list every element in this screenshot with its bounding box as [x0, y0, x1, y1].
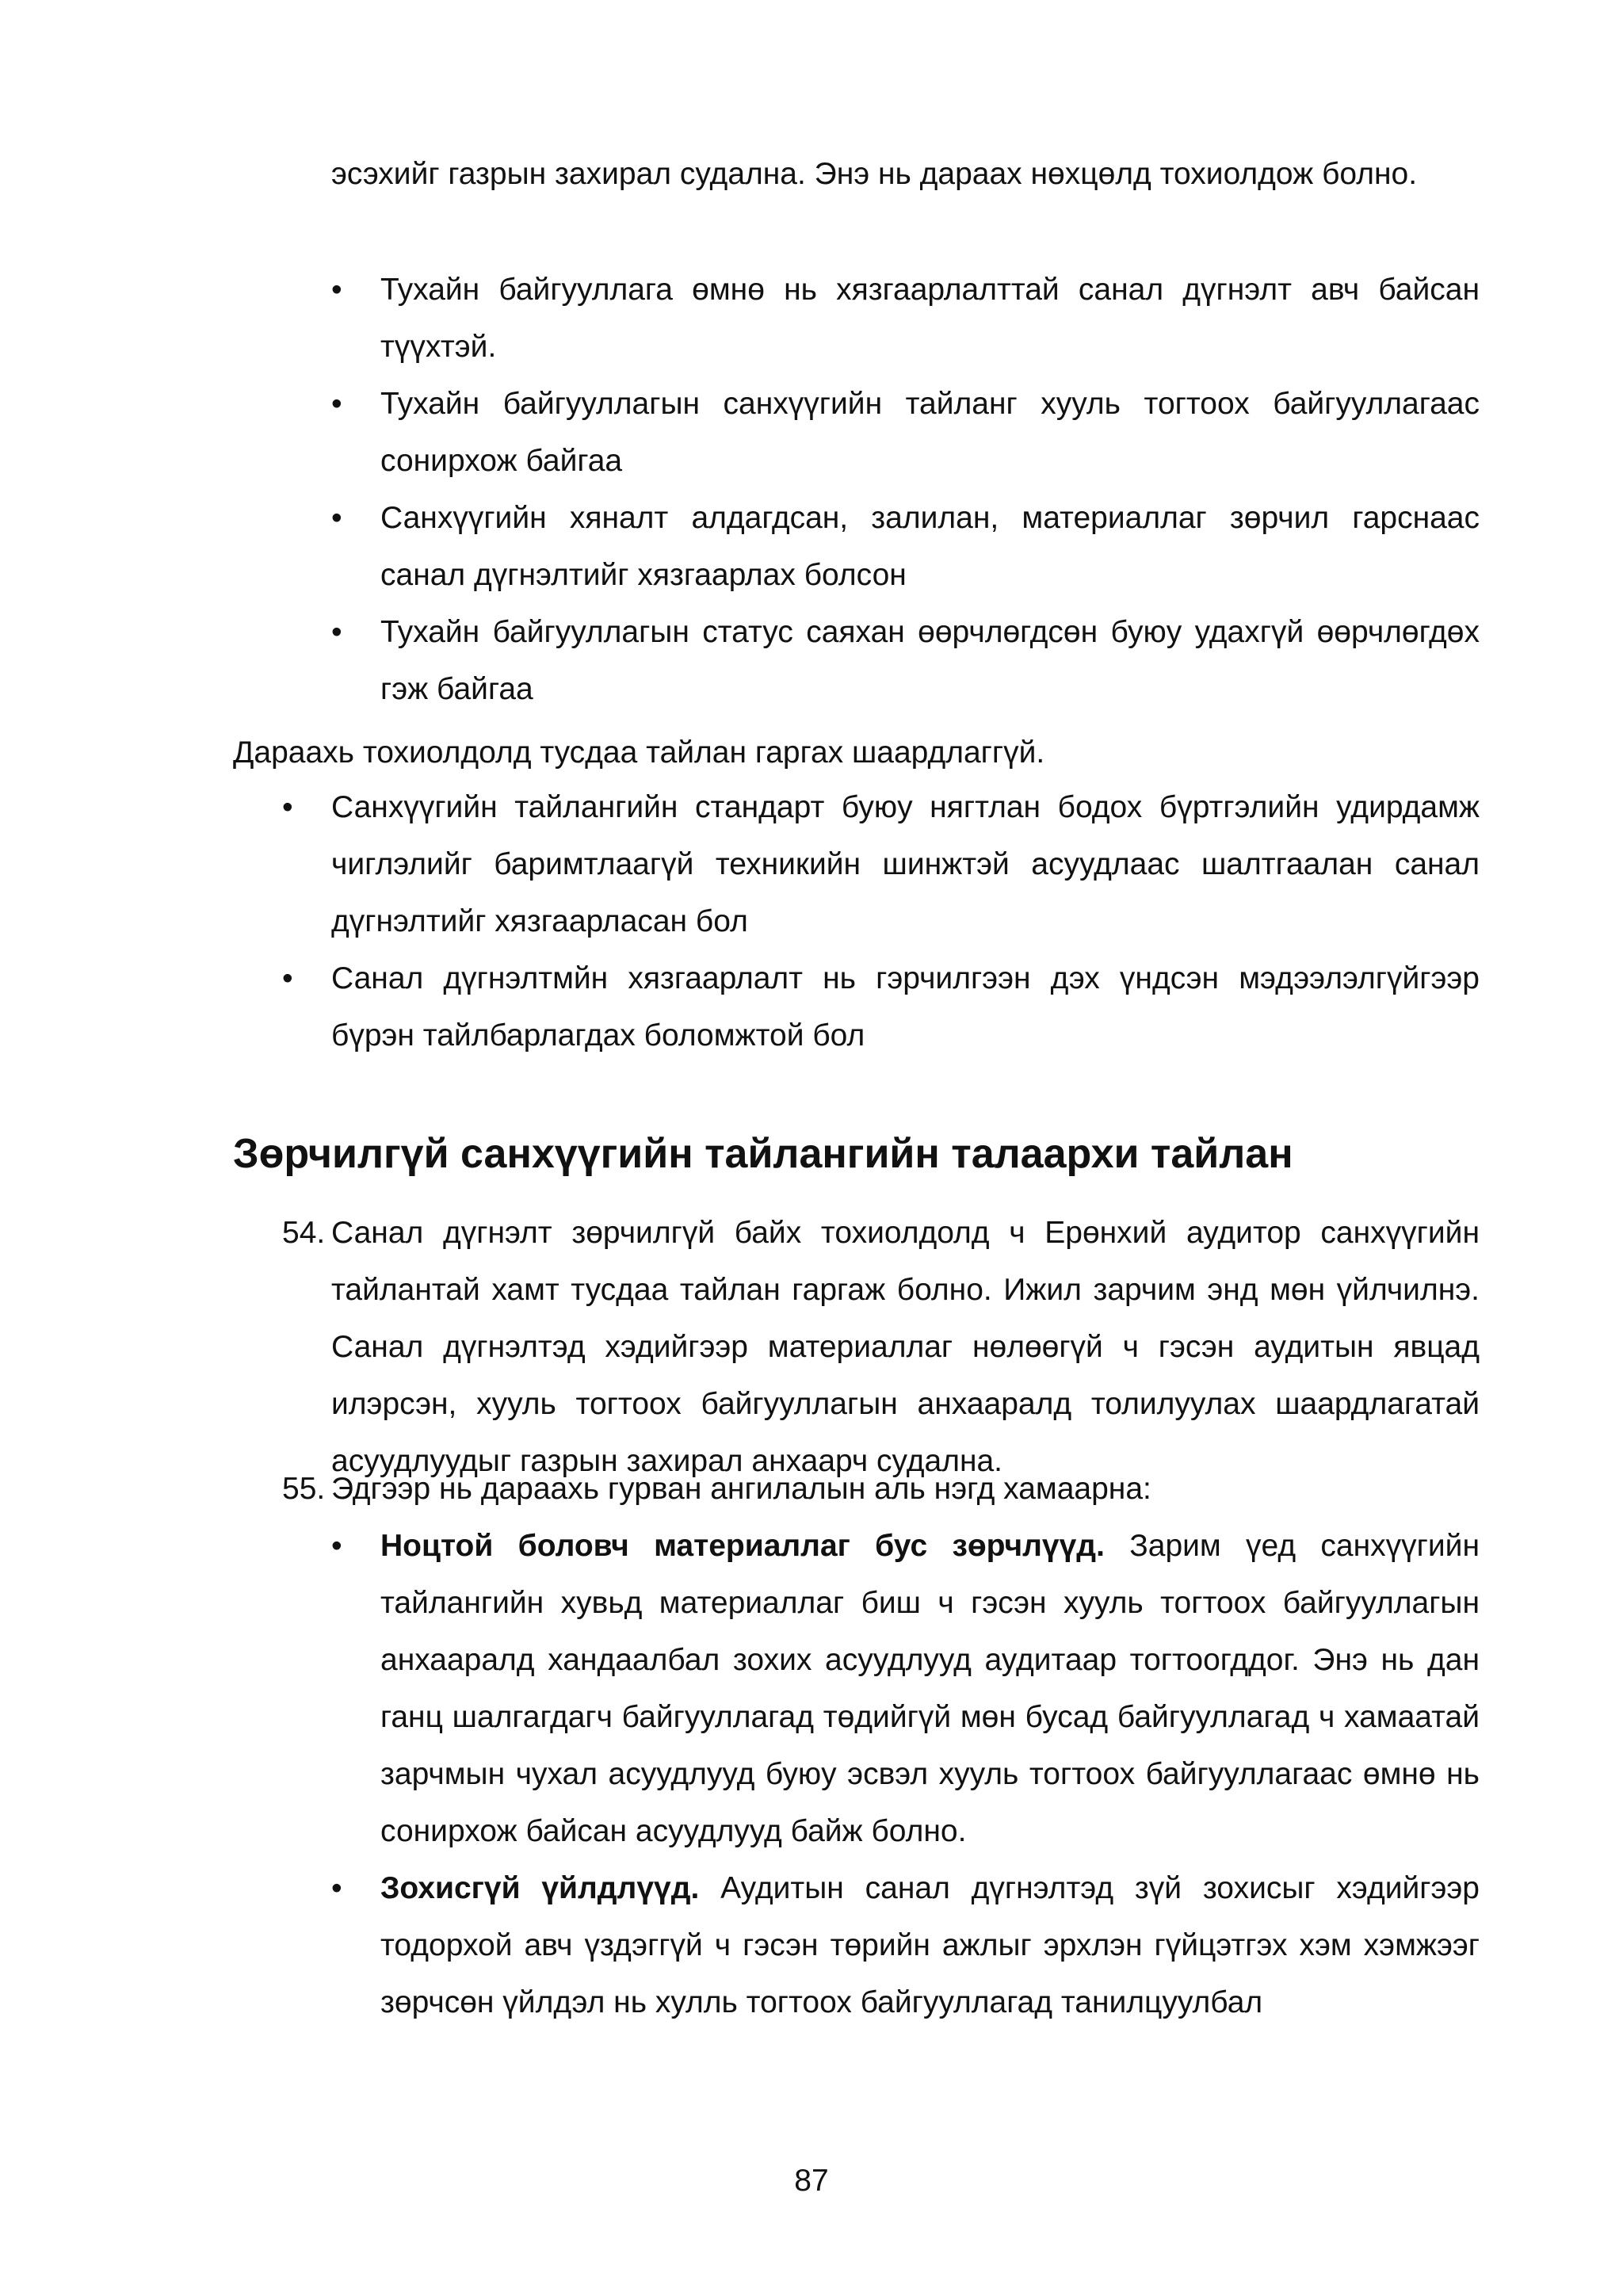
list-item [331, 604, 1480, 718]
bullet-list-categories [331, 1518, 1480, 2031]
list-item [331, 376, 1480, 490]
paragraph-number: 55. [282, 1472, 326, 1506]
category-text: Зарим үед санхүүгийн тайлангийн хувьд материаллаг биш ч гэсэн хууль тогтоох байгууллагын анхааралд хандаалбал зохих асуудлууд аудитаар тогтоогддог. Энэ нь дан ганц шалгагдагч байгууллагад төдийгүй мөн бусад байгууллагад ч хамаатай зарчмын чухал асуудлууд буюу эсвэл хууль тогтоох байгууллагаас өмнө нь сонирхож байсан асуудлууд байж болно. [380, 1529, 1480, 1848]
list-item-text: Санхүүгийн хяналт алдагдсан, залилан, материаллаг зөрчил гарснаас санал дүгнэлтийг хязгаарлах болсон [380, 501, 1480, 592]
list-item [282, 950, 1480, 1064]
list-item-text: Тухайн байгууллагын санхүүгийн тайланг хууль тогтоох байгууллагаас сонирхож байгаа [380, 387, 1480, 478]
paragraph-text: Эдгээр нь дараахь гурван ангилалын аль нэгд хамаарна: [331, 1472, 1151, 1506]
intro-paragraph: эсэхийг газрын захирал судална. Энэ нь дараах нөхцөлд тохиолдож болно. [331, 157, 1418, 191]
bullet-icon: • [331, 1871, 342, 1905]
numbered-paragraph-54 [282, 1205, 1480, 1490]
bullet-icon: • [331, 387, 342, 421]
bullet-list-top [331, 262, 1480, 718]
paragraph-number: 54. [282, 1216, 326, 1250]
bullet-icon: • [282, 961, 293, 995]
bullet-icon: • [282, 790, 293, 824]
list-item [331, 1518, 1480, 1860]
bullet-icon: • [331, 1529, 342, 1563]
bullet-icon: • [331, 615, 342, 649]
list-item-text: Санал дүгнэлтмйн хязгаарлалт нь гэрчилгээн дэх үндсэн мэдээлэлгүйгээр бүрэн тайлбарлагдах боломжтой бол [331, 961, 1480, 1052]
list-item-text: Санхүүгийн тайлангийн стандарт буюу нягтлан бодох бүртгэлийн удирдамж чиглэлийг баримтлаагүй техникийн шинжтэй асуудлаас шалтгаалан санал дүгнэлтийг хязгаарласан бол [331, 790, 1480, 938]
bullet-icon: • [331, 501, 342, 535]
no-report-line: Дараахь тохиолдолд тусдаа тайлан гаргах шаардлаггүй. [233, 735, 1045, 770]
category-text: Аудитын санал дүгнэлтэд зүй зохисыг хэдийгээр тодорхой авч үздэггүй ч гэсэн төрийн ажлыг эрхлэн гүйцэтгэх хэм хэмжээг зөрчсөн үйлдэл нь хулль тогтоох байгууллагад танилцуулбал [380, 1871, 1480, 2019]
list-item [331, 1860, 1480, 2031]
category-title: Ноцтой боловч материаллаг бус зөрчлүүд. [380, 1529, 1105, 1563]
list-item-text: Тухайн байгууллагын статус саяхан өөрчлөгдсөн буюу удахгүй өөрчлөгдөх гэж байгаа [380, 615, 1480, 706]
paragraph-text: Санал дүгнэлт зөрчилгүй байх тохиолдолд ч Ерөнхий аудитор санхүүгийн тайлантай хамт тусдаа тайлан гаргаж болно. Ижил зарчим энд мөн үйлчилнэ. Санал дүгнэлтэд хэдийгээр материаллаг нөлөөгүй ч гэсэн аудитын явцад илэрсэн, хууль тогтоох байгууллагын анхааралд толилуулах шаардлагатай асуудлуудыг газрын захирал анхаарч судална. [331, 1216, 1480, 1478]
list-item [282, 779, 1480, 950]
page-number: 87 [794, 2164, 829, 2198]
category-title: Зохисгүй үйлдлүүд. [380, 1871, 700, 1905]
list-item [331, 262, 1480, 376]
bullet-list-no-report [282, 779, 1480, 1064]
bullet-icon: • [331, 273, 342, 307]
section-heading: Зөрчилгүй санхүүгийн тайлангийн талаархи тайлан [233, 1131, 1293, 1177]
list-item-text: Тухайн байгууллага өмнө нь хязгаарлалттай санал дүгнэлт авч байсан түүхтэй. [380, 273, 1480, 364]
numbered-paragraph-55 [282, 1461, 1480, 1518]
list-item [331, 490, 1480, 604]
